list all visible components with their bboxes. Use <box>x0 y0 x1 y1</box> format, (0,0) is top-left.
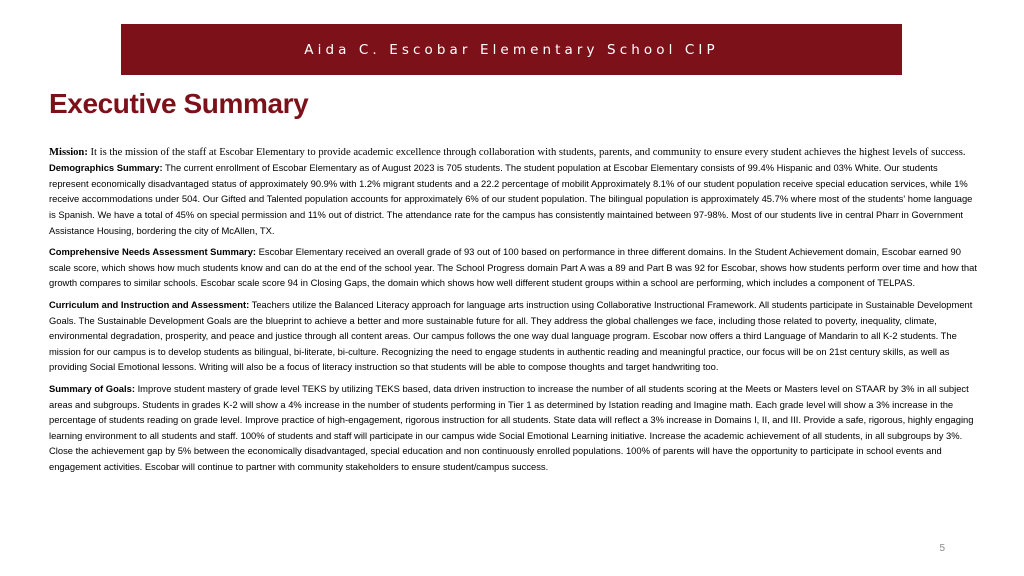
mission-label: Mission: <box>49 147 88 158</box>
curriculum-label: Curriculum and Instruction and Assessment: <box>49 298 250 310</box>
banner-title: Aida C. Escobar Elementary School CIP <box>304 41 719 58</box>
goals-paragraph <box>49 381 977 475</box>
cna-text: Escobar Elementary received an overall grade of 93 out of 100 based on performance in three different domains. In the Student Achievement domain, Escobar earned 90 scale score, which shows how much students know and can do at the end of the school year. The School Progress domain Part A was a 89 and Part B was 92 for Escobar, shows how students perform over time and how that growth compares to similar schools. Escobar scale score 94 in Closing Gaps, the domain which shows how well different student groups within a school are performing, which includes a component of TELPAS. <box>49 246 977 289</box>
curriculum-paragraph <box>49 297 977 375</box>
summary-body <box>49 146 977 474</box>
demographics-text: The current enrollment of Escobar Elementary as of August 2023 is 705 students. The student population at Escobar Elementary consists of 99.4% Hispanic and 03% White. Our students represent economically disadvantaged status of approximately 90.9% with 1.2% migrant students and a 22.2 percentage of mobilit Approximately 8.1% of our student population receive special education services, while 1% receive accommodations under 504. Our Gifted and Talented population accounts for approximately 6% of our student population. The bilingual population is approximately 45.7% where most of the students' home language is Spanish. We have a total of 45% on special permission and 11% out of district. The attendance rate for the campus has consistently maintained between 97-98%. Most of our students live in central Pharr in Government Assistance Housing, bordering the city of McAllen, TX. <box>49 162 973 236</box>
header-banner <box>121 24 902 75</box>
page-title: Executive Summary <box>49 88 309 119</box>
demographics-label: Demographics Summary: <box>49 162 163 174</box>
mission-text: It is the mission of the staff at Escobar Elementary to provide academic excellence through collaboration with students, parents, and community to ensure every student achieves the highest levels of success. <box>90 147 966 158</box>
page-number: 5 <box>939 543 945 554</box>
cna-label: Comprehensive Needs Assessment Summary: <box>49 246 257 258</box>
curriculum-text: Teachers utilize the Balanced Literacy approach for language arts instruction using Collaborative Instructional Framework. All students participate in Sustainable Development Goals. The Sustainable Development Goals are the blueprint to achieve a better and more sustainable future for all. They address the global challenges we face, including those related to poverty, inequality, climate, environmental degradation, prosperity, and peace and justice through all content areas. Our campus follows the one way dual language program. Escobar now offers a third Language of Mandarin to all K-2 students. The mission for our campus is to develop students as bilingual, bi-literate, bi-culture. Recognizing the need to engage students in authentic reading and meaningful practice, our focus will be on 21st century skills, as well as providing Social Emotional lessons. Writing will also be a focus of literacy instruction so that students will be able to compose thoughts and target handwriting too. <box>49 298 973 373</box>
mission-paragraph <box>49 146 977 160</box>
goals-label: Summary of Goals: <box>49 382 135 394</box>
demographics-paragraph <box>49 160 977 238</box>
goals-text: Improve student mastery of grade level TEKS by utilizing TEKS based, data driven instruction to increase the number of all students scoring at the Meets or Masters level on STAAR by 3% in all subject areas and subgroups. Students in grades K-2 will show a 4% increase in the number of students performing in Tier 1 as determined by Istation reading and Imagine math. Each grade level will show a 3% increase in the percentage of students reading on grade level. Improve practice of high-engagement, rigorous instruction for all students. State data will reflect a 3% increase in Domains I, II, and III. Provide a safe, rigorous, highly engaging learning environment to all students and staff. 100% of students and staff will participate in our campus wide Social Emotional Learning initiative. Increase the academic achievement of all students, in all subgroups by 3%. Close the achievement gap by 5% between the economically disadvantaged, special education and non continuously enrolled populations. 100% of parents will have the opportunity to participate in school events and engagement activities. Escobar will continue to partner with community stakeholders to ensure student/campus success. <box>49 382 974 472</box>
cna-paragraph <box>49 244 977 291</box>
